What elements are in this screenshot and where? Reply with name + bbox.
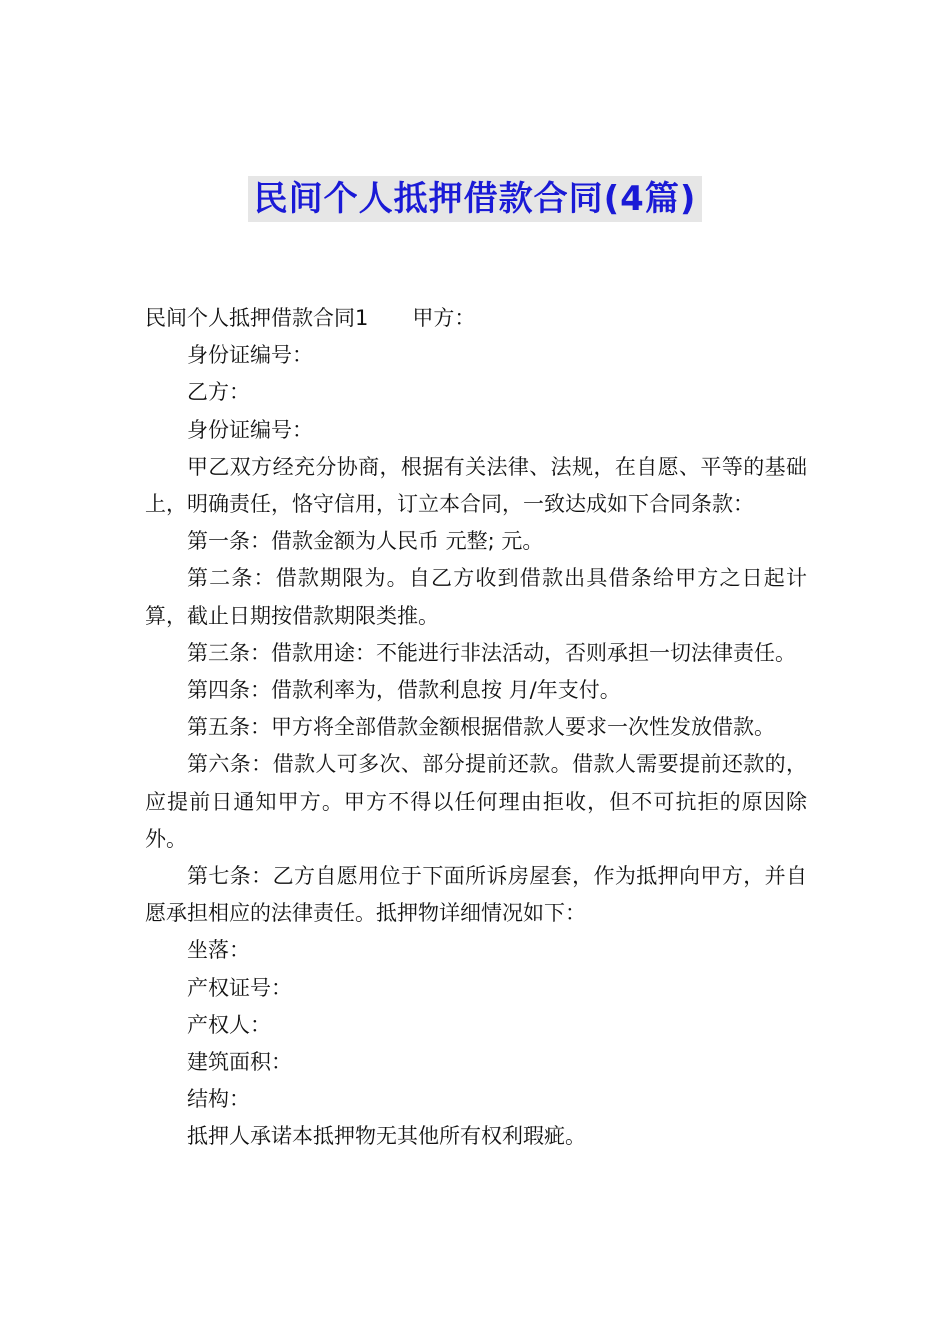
clause-5: 第五条：甲方将全部借款金额根据借款人要求一次性发放借款。 xyxy=(187,715,775,740)
clause-3: 第三条：借款用途：不能进行非法活动，否则承担一切法律责任。 xyxy=(187,640,796,665)
contract-heading: 民间个人抵押借款合同1 xyxy=(145,306,369,330)
preamble-paragraph: 甲乙双方经充分协商，根据有关法律、法规，在自愿、平等的基础上，明确责任，恪守信用，订立本合同，一致达成如下合同条款： xyxy=(145,454,807,517)
collateral-pledge-statement: 抵押人承诺本抵押物无其他所有权利瑕疵。 xyxy=(187,1124,586,1149)
party-b-line: 乙方： xyxy=(187,380,250,405)
party-a-label: 甲方： xyxy=(412,306,476,330)
collateral-certificate-no: 产权证号： xyxy=(187,975,292,1000)
clause-4: 第四条：借款利率为，借款利息按 月/年支付。 xyxy=(187,678,621,703)
party-b-id-line: 身份证编号： xyxy=(187,417,313,442)
document-title: 民间个人抵押借款合同(4篇) xyxy=(248,176,703,222)
intro-line xyxy=(145,300,807,337)
party-a-id-line: 身份证编号： xyxy=(187,343,313,368)
collateral-structure: 结构： xyxy=(187,1087,250,1112)
clause-7: 第七条：乙方自愿用位于下面所诉房屋套，作为抵押向甲方，并自愿承担相应的法律责任。抵押物详细情况如下： xyxy=(145,864,807,926)
document-body xyxy=(145,300,807,1156)
collateral-area: 建筑面积： xyxy=(187,1050,292,1075)
clause-6: 第六条：借款人可多次、部分提前还款。借款人需要提前还款的，应提前日通知甲方。甲方不得以任何理由拒收，但不可抗拒的原因除外。 xyxy=(145,752,807,851)
clause-2: 第二条：借款期限为。自乙方收到借款出具借条给甲方之日起计算，截止日期按借款期限类推。 xyxy=(145,566,807,628)
collateral-owner: 产权人： xyxy=(187,1012,271,1037)
collateral-location: 坐落： xyxy=(187,938,250,963)
clause-1: 第一条：借款金额为人民币 元整; 元。 xyxy=(187,529,544,554)
title-area xyxy=(0,176,950,222)
